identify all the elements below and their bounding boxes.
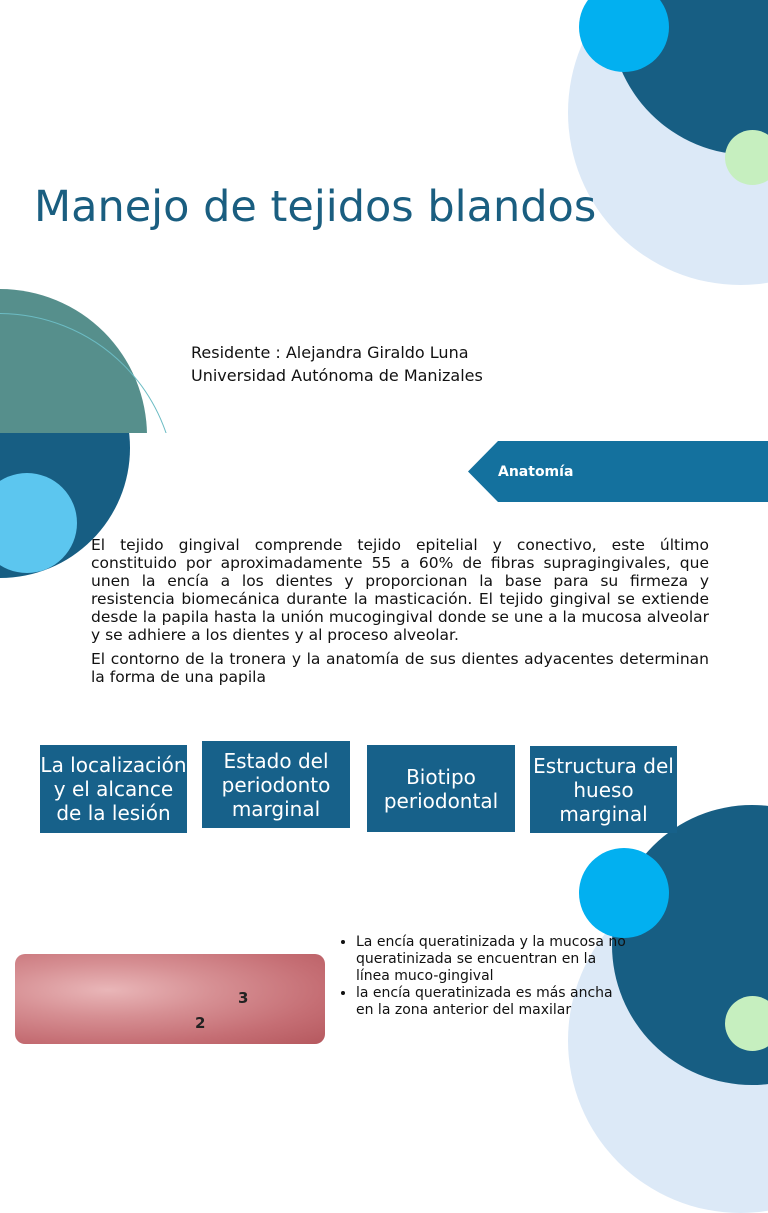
decor-circle-bright-blue-bottom (579, 848, 669, 938)
decor-arc-outline (0, 313, 180, 433)
list-item: • la encía queratinizada es más ancha en la zona anterior del maxilar (356, 985, 626, 1019)
body-text (91, 536, 709, 692)
factor-box-lesion: La localización y el alcance de la lesión (40, 745, 187, 833)
photo-label: 3 (238, 989, 249, 1007)
section-banner-label: Anatomía (498, 464, 574, 480)
slide-title: Manejo de tejidos blandos (34, 182, 597, 232)
factor-box-hueso: Estructura del hueso marginal (530, 746, 677, 833)
gingiva-photo (15, 954, 325, 1044)
paragraph: El contorno de la tronera y la anatomía de sus dientes adyacentes determinan la forma de una papila (91, 650, 709, 686)
author-line: Residente : Alejandra Giraldo Luna (191, 343, 469, 362)
institution-line: Universidad Autónoma de Manizales (191, 366, 483, 385)
bullet-list (336, 934, 626, 1019)
list-item: • La encía queratinizada y la mucosa no queratinizada se encuentran en la línea muco-gingival (356, 934, 626, 985)
photo-label: 2 (195, 1014, 206, 1032)
paragraph: El tejido gingival comprende tejido epitelial y conectivo, este último constituido por aproximadamente 55 a 60% de fibras supragingivales, que unen la encía a los dientes y proporcionan la base para su firmeza y resistencia biomecánica durante la masticación. El tejido gingival se extiende desde la papila hasta la unión mucogingival donde se une a la mucosa alveolar y se adhiere a los dientes y al proceso alveolar. (91, 536, 709, 644)
factor-box-biotipo: Biotipo periodontal (367, 745, 515, 832)
factor-box-periodonto: Estado del periodonto marginal (202, 741, 350, 828)
author-block (191, 341, 483, 387)
